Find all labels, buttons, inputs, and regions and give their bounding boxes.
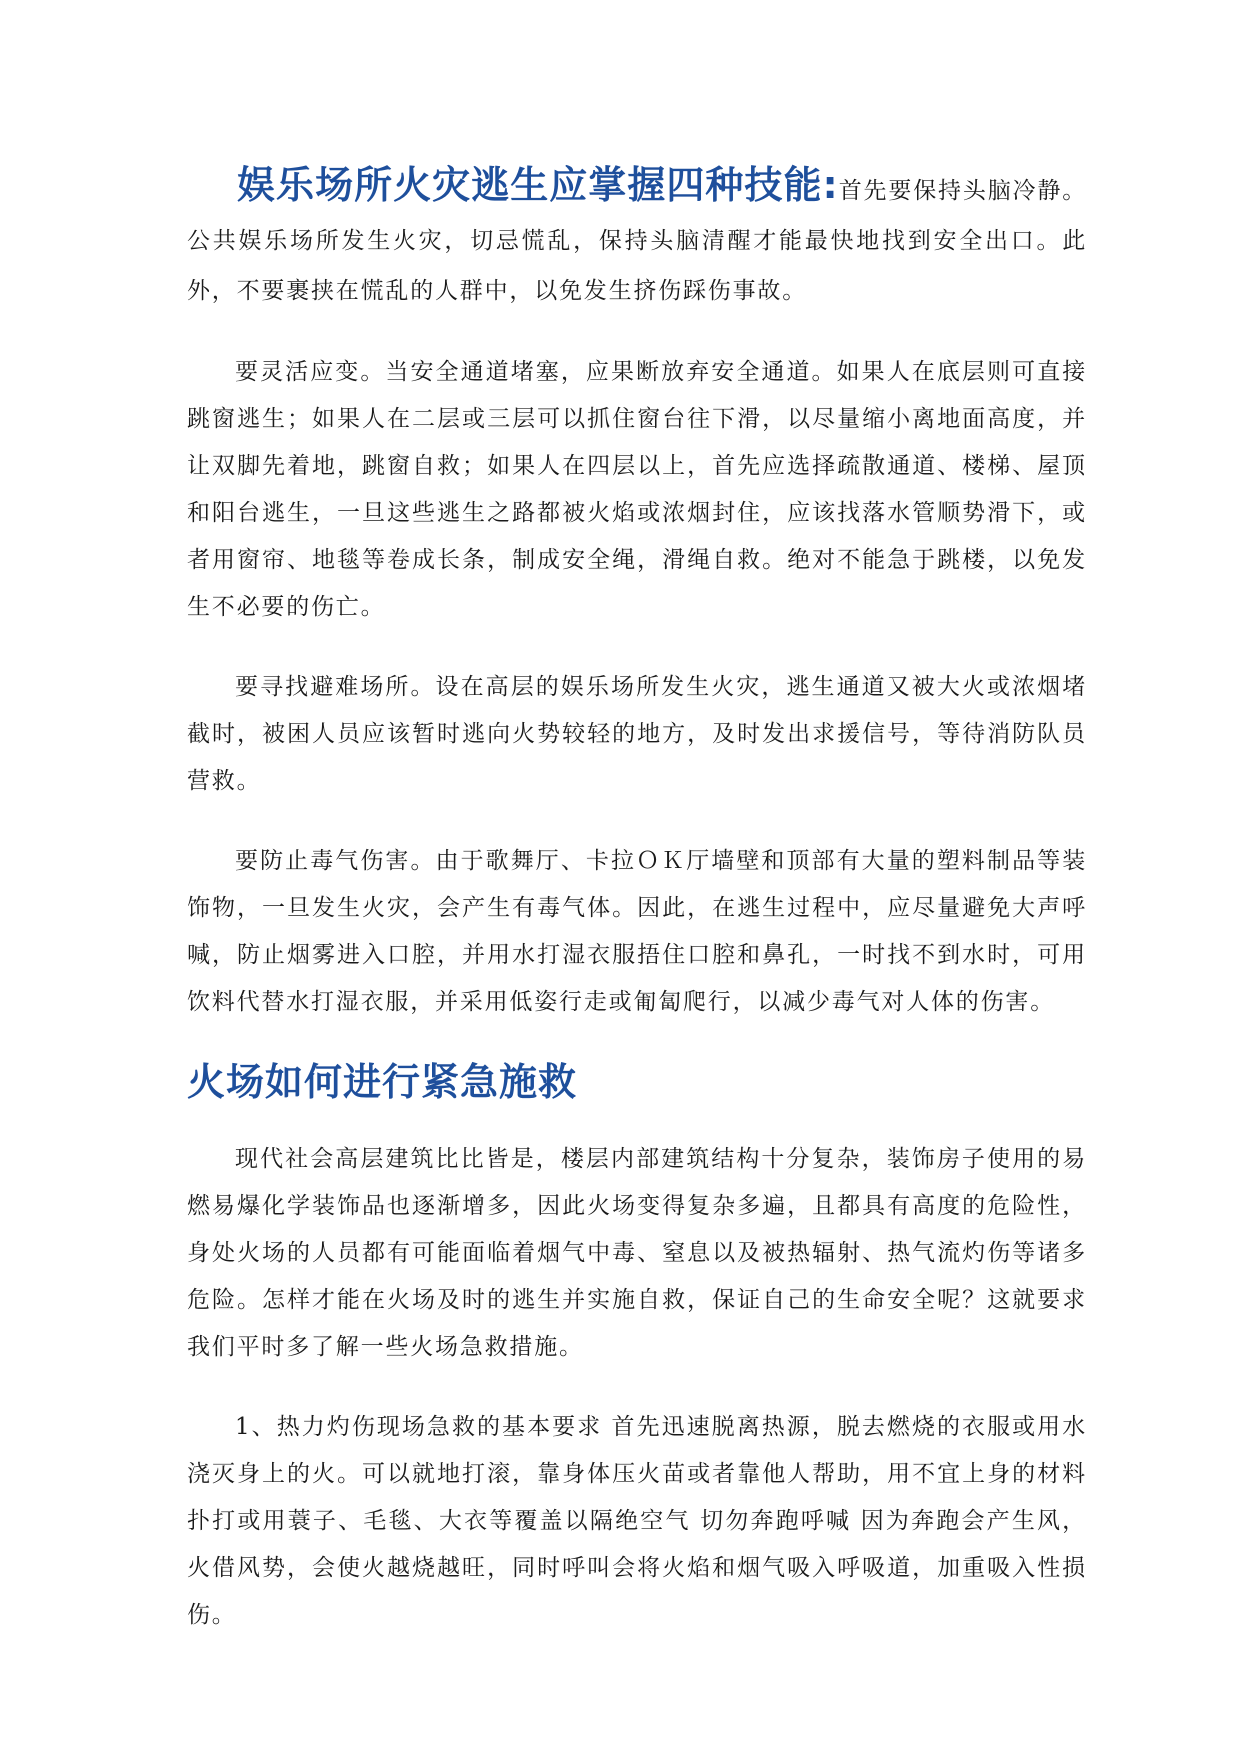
- paragraph-gap: [187, 316, 1087, 349]
- paragraph-gap: [187, 805, 1087, 838]
- paragraph-burn-first-aid: 1、热力灼伤现场急救的基本要求 首先迅速脱离热源，脱去燃烧的衣服或用水浇灭身上的火。可以就地打滚，靠身体压火苗或者靠他人帮助，用不宜上身的材料扑打或用蓑子、毛毯、大衣等覆盖以隔绝空气 切勿奔跑呼喊 因为奔跑会产生风，火借风势，会使火越烧越旺，同时呼叫会将火焰和烟气吸入呼吸道，加重吸入性损伤。: [187, 1414, 1087, 1628]
- section-title-emergency-rescue: 火场如何进行紧急施救: [187, 1060, 578, 1104]
- section-gap: [187, 1112, 1087, 1136]
- paragraph-flexible-response: 要灵活应变。当安全通道堵塞，应果断放弃安全通道。如果人在底层则可直接跳窗逃生；如果人在二层或三层可以抓住窗台往下滑，以尽量缩小离地面高度，并让双脚先着地，跳窗自救；如果人在四层以上，首先应选择疏散通道、楼梯、屋顶和阳台逃生，一旦这些逃生之路都被火焰或浓烟封住，应该找落水管顺势滑下，或者用窗帘、地毯等卷成长条，制成安全绳，滑绳自救。绝对不能急于跳楼，以免发生不必要的伤亡。: [187, 359, 1087, 620]
- paragraph-modern-buildings: 现代社会高层建筑比比皆是，楼层内部建筑结构十分复杂，装饰房子使用的易燃易爆化学装饰品也逐渐增多，因此火场变得复杂多遍，且都具有高度的危险性，身处火场的人员都有可能面临着烟气中毒、窒息以及被热辐射、热气流灼伤等诸多危险。怎样才能在火场及时的逃生并实施自救，保证自己的生命安全呢？这就要求我们平时多了解一些火场急救措施。: [187, 1146, 1087, 1360]
- document-page: [187, 160, 1087, 1639]
- section-gap: [187, 1026, 1087, 1052]
- paragraph-find-refuge: 要寻找避难场所。设在高层的娱乐场所发生火灾，逃生通道又被大火或浓烟堵截时，被困人员应该暂时逃向火势较轻的地方，及时发出求援信号，等待消防队员营救。: [187, 674, 1087, 794]
- paragraph-prevent-toxic-gas: 要防止毒气伤害。由于歌舞厅、卡拉ＯＫ厅墙壁和顶部有大量的塑料制品等装饰物，一旦发生火灾，会产生有毒气体。因此，在逃生过程中，应尽量避免大声呼喊，防止烟雾进入口腔，并用水打湿衣服捂住口腔和鼻孔，一时找不到水时，可用饮料代替水打湿衣服，并采用低姿行走或匍匐爬行，以减少毒气对人体的伤害。: [187, 848, 1087, 1015]
- lead-paragraph: [187, 160, 1087, 316]
- section-title-escape-skills: 娱乐场所火灾逃生应掌握四种技能:: [237, 163, 839, 207]
- paragraph-gap: [187, 1371, 1087, 1404]
- lead-paragraph-text: 首先要保持头脑冷静。公共娱乐场所发生火灾，切忌慌乱，保持头脑清醒才能最快地找到安全出口。此外，不要裹挟在慌乱的人群中，以免发生挤伤踩伤事故。: [187, 178, 1088, 304]
- paragraph-gap: [187, 631, 1087, 664]
